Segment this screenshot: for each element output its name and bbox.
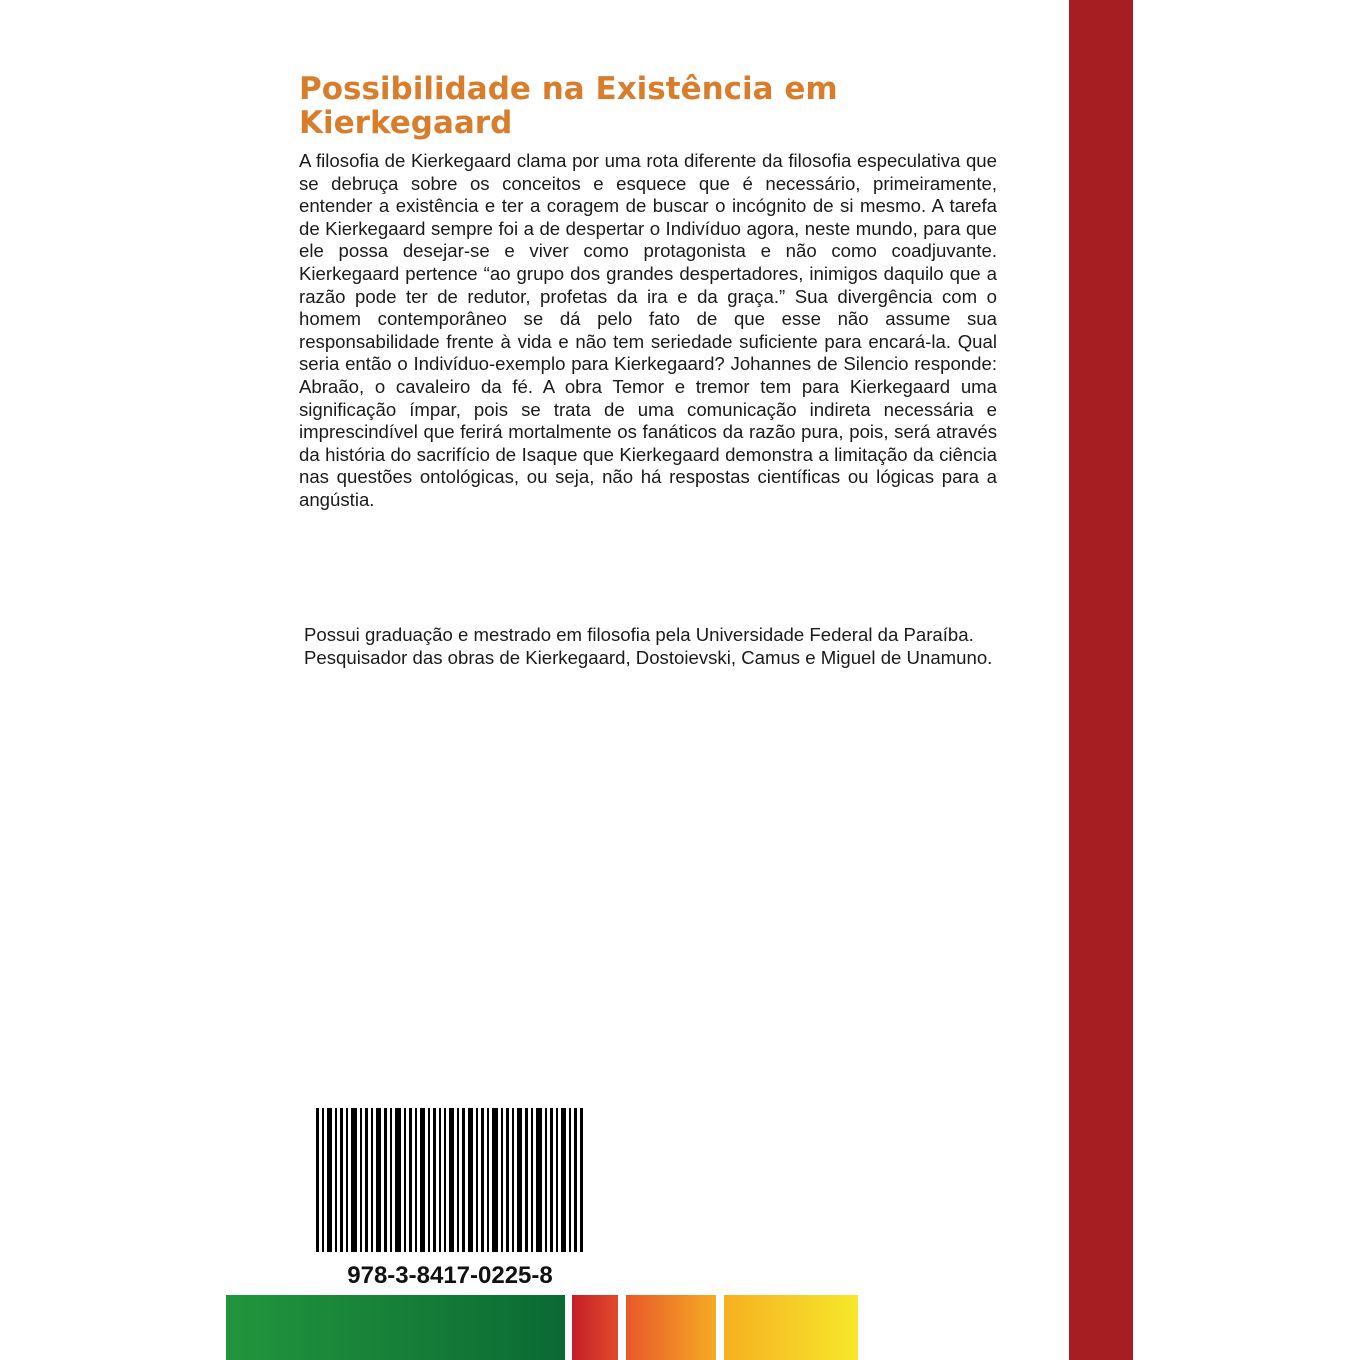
barcode: [316, 1108, 584, 1252]
color-band-red: [572, 1295, 618, 1360]
book-title: Possibilidade na Existência em Kierkegaard: [299, 71, 838, 141]
book-blurb: A filosofia de Kierkegaard clama por uma rota diferente da filosofia especulativa que se debruça sobre os conceitos e esquece que é necessário, primeiramente, entender a existência e ter a coragem de buscar o incógnito de si mesmo. A tarefa de Kierkegaard sempre foi a de despertar o Indivíduo agora, neste mundo, para que ele possa desejar-se e viver como protagonista e não como coadjuvante. Kierkegaard pertence “ao grupo dos grandes despertadores, inimigos daquilo que a razão pode ter de redutor, profetas da ira e da graça.” Sua divergência com o homem contemporâneo se dá pelo fato de que esse não assume sua responsabilidade frente à vida e não tem seriedade suficiente para encará-la. Qual seria então o Indivíduo-exemplo para Kierkegaard? Johannes de Silencio responde: Abraão, o cavaleiro da fé. A obra Temor e tremor tem para Kierkegaard uma significação ímpar, pois se trata de uma comunicação indireta necessária e imprescindível que ferirá mortalmente os fanáticos da razão pura, pois, será através da história do sacrifício de Isaque que Kierkegaard demonstra a limitação da ciência nas questões ontológicas, ou seja, não há respostas científicas ou lógicas para a angústia.: [299, 150, 997, 510]
color-band-green: [226, 1295, 565, 1360]
color-band-yellow: [724, 1295, 858, 1360]
isbn-number: 978-3-8417-0225-8: [347, 1262, 553, 1289]
color-band-orange: [626, 1295, 716, 1360]
spine-stripe: [1069, 0, 1133, 1360]
author-bio: Possui graduação e mestrado em filosofia pela Universidade Federal da Paraíba. Pesquisador das obras de Kierkegaard, Dostoievski, Camus e Miguel de Unamuno.: [304, 624, 993, 668]
